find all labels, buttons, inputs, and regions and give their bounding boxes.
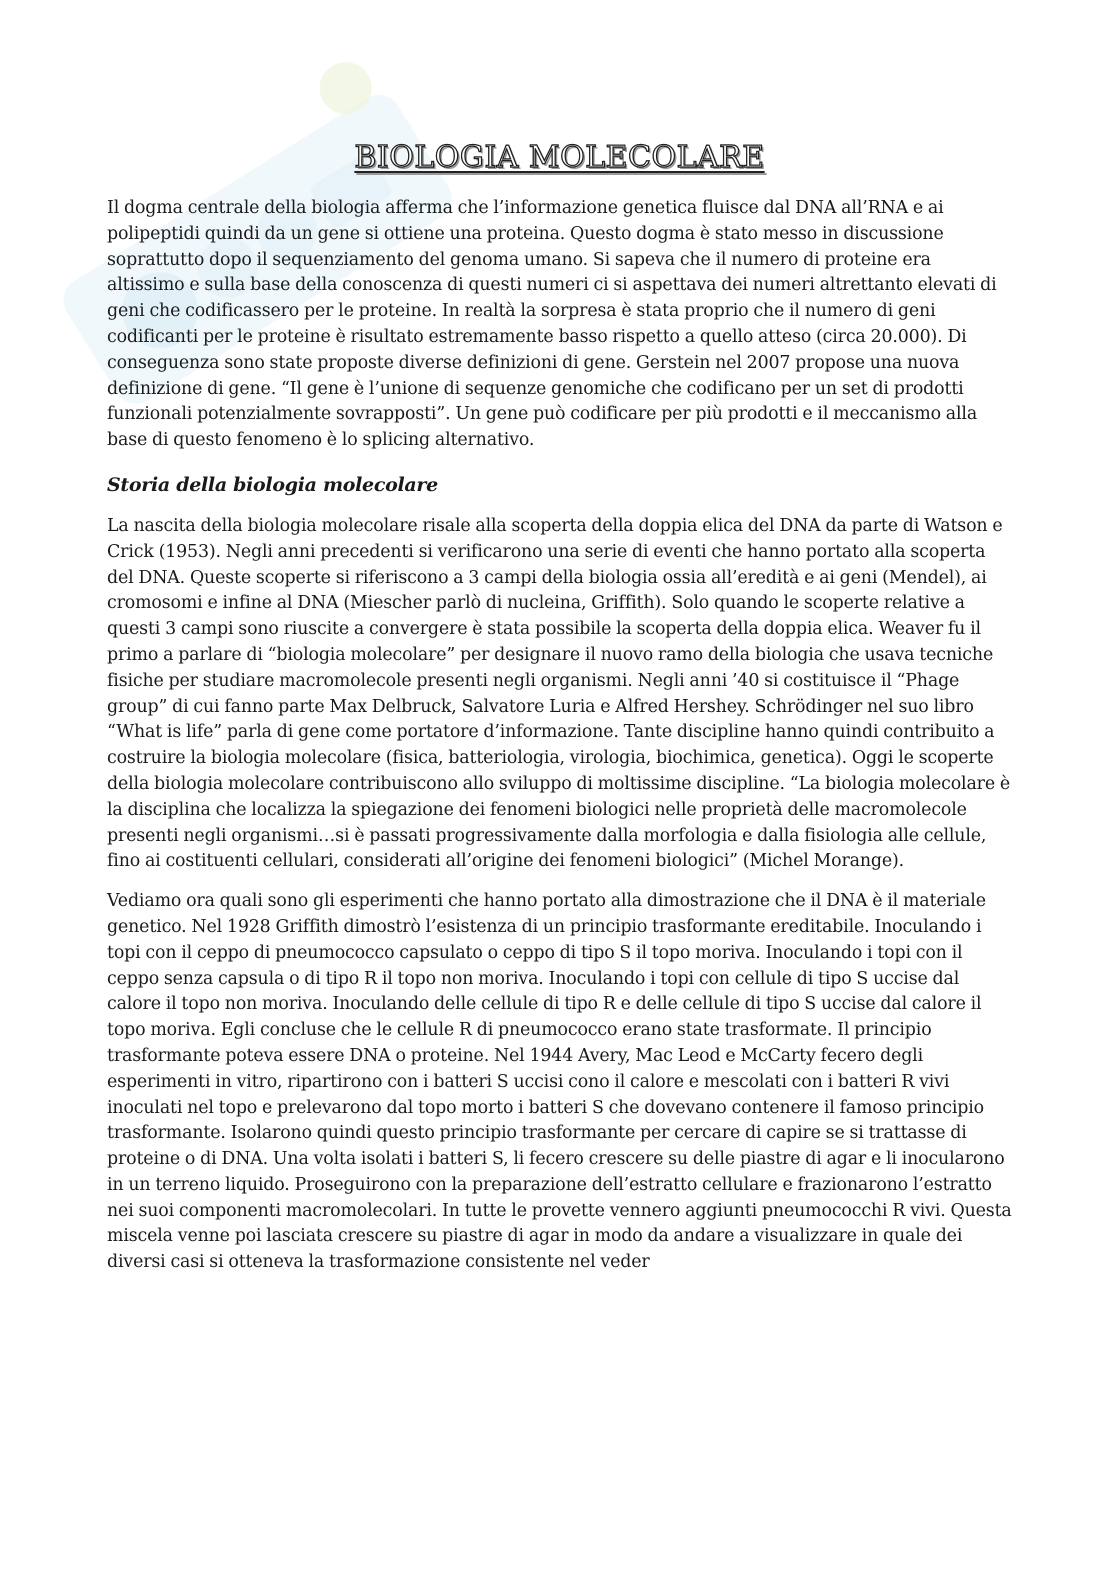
history-paragraph: La nascita della biologia molecolare risale alla scoperta della doppia elica del DNA da parte di Watson e Crick (1953). Negli anni precedenti si verificarono una serie di eventi che hanno portato alla scoperta del DNA. Queste scoperte si riferiscono a 3 campi della biologia ossia all’eredità e ai geni (Mendel), ai cromosomi e infine al DNA (Miescher parlò di nucleina, Griffith). Solo quando le scoperte relative a questi 3 campi sono riuscite a convergere è stata possibile la scoperta della doppia elica. Weaver fu il primo a parlare di “biologia molecolare” per designare il nuovo ramo della biologia che usava tecniche fisiche per studiare macromolecole presenti negli organismi. Negli anni ’40 si costituisce il “Phage group” di cui fanno parte Max Delbruck, Salvatore Luria e Alfred Hershey. Schrödinger nel suo libro “What is life” parla di gene come portatore d’informazione. Tante discipline hanno quindi contribuito a costruire la biologia molecolare (fisica, batteriologia, virologia, biochimica, genetica). Oggi le scoperte della biologia molecolare contribuiscono allo sviluppo di moltissime discipline. “La biologia molecolare è la disciplina che localizza la spiegazione dei fenomeni biologici nelle proprietà delle macromolecole presenti negli organismi…si è passati progressivamente dalla morfologia e dalla fisiologia alle cellule, fino ai costituenti cellulari, considerati all’origine dei fenomeni biologici” (Michel Morange). xyxy=(107,515,1010,872)
experiments-paragraph: Vediamo ora quali sono gli esperimenti che hanno portato alla dimostrazione che il DNA è il materiale genetico. Nel 1928 Griffith dimostrò l’esistenza di un principio trasformante ereditabile. Inoculando i topi con il ceppo di pneumococco capsulato o ceppo di tipo S il topo moriva. Inoculando i topi con il ceppo senza capsula o di tipo R il topo non moriva. Inoculando i topi con cellule di tipo S uccise dal calore il topo non moriva. Inoculando delle cellule di tipo R e delle cellule di tipo S uccise dal calore il topo moriva. Egli concluse che le cellule R di pneumococco erano state trasformate. Il principio trasformante poteva essere DNA o proteine. Nel 1944 Avery, Mac Leod e McCarty fecero degli esperimenti in vitro, ripartirono con i batteri S uccisi cono il calore e mescolati con i batteri R vivi inoculati nel topo e prelevarono dal topo morto i batteri S che dovevano contenere il famoso principio trasformante. Isolarono quindi questo principio trasformante per cercare di capire se si trattasse di proteine o di DNA. Una volta isolati i batteri S, li fecero crescere su delle piastre di agar e li inocularono in un terreno liquido. Proseguirono con la preparazione dell’estratto cellulare e frazionarono l’estratto nei suoi componenti macromolecolari. In tutte le provette vennero aggiunti pneumococchi R vivi. Questa miscela venne poi lasciata crescere su piastre di agar in modo da andare a visualizzare in quale dei diversi casi si otteneva la trasformazione consistente nel veder xyxy=(107,891,1012,1273)
document-page xyxy=(107,138,1012,1290)
section-heading-history: Storia della biologia molecolare xyxy=(107,473,438,496)
intro-paragraph: Il dogma centrale della biologia afferma che l’informazione genetica fluisce dal DNA all’RNA e ai polipeptidi quindi da un gene si ottiene una proteina. Questo dogma è stato messo in discussione soprattutto dopo il sequenziamento del genoma umano. Si sapeva che il numero di proteine era altissimo e sulla base della conoscenza di questi numeri ci si aspettava dei numeri altrettanto elevati di geni che codificassero per le proteine. In realtà la sorpresa è stata proprio che il numero di geni codificanti per le proteine è risultato estremamente basso rispetto a quello atteso (circa 20.000). Di conseguenza sono state proposte diverse definizioni di gene. Gerstein nel 2007 propose una nuova definizione di gene. “Il gene è l’unione di sequenze genomiche che codificano per un set di prodotti funzionali potenzialmente sovrapposti”. Un gene può codificare per più prodotti e il meccanismo alla base di questo fenomeno è lo splicing alternativo. xyxy=(107,198,997,451)
document-title: BIOLOGIA MOLECOLARE xyxy=(354,140,765,175)
